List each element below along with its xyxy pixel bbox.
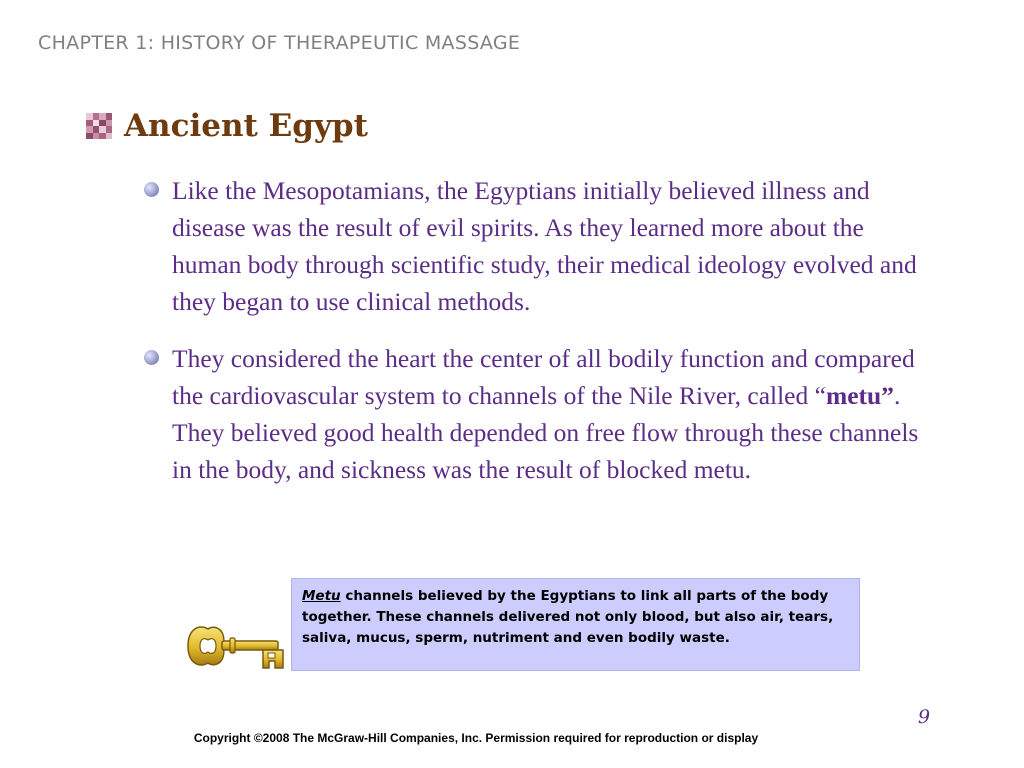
slide-heading: Ancient Egypt xyxy=(124,108,368,144)
bullet-text: Like the Mesopotamians, the Egyptians initially believed illness and disease was the result of evil spirits. As they learned more about the human body through scientific study, their medical ideology evolved and they began to use clinical methods. xyxy=(172,176,917,316)
bullet-term: metu” xyxy=(825,381,894,410)
note-box xyxy=(291,578,860,671)
bullet-item xyxy=(144,340,934,488)
bullet-text xyxy=(172,340,922,488)
bullet-text-after: . They believed good health depended on free flow through these channels in the body, and sickness was the result of blocked metu. xyxy=(172,381,919,484)
checker-square-icon xyxy=(86,113,112,139)
page-number: 9 xyxy=(918,706,931,728)
heading-row xyxy=(86,108,368,144)
bullet-item xyxy=(144,172,934,320)
bullet-dot-icon xyxy=(144,350,159,365)
bullet-text-before: They considered the heart the center of all bodily function and compared the cardiovascular system to channels of the Nile River, called “ xyxy=(172,344,915,410)
note-text: channels believed by the Egyptians to link all parts of the body together. These channels delivered not only blood, but also air, tears, saliva, mucus, sperm, nutriment and even bodily waste. xyxy=(302,588,834,646)
note-term: Metu xyxy=(302,588,341,604)
chapter-title: CHAPTER 1: HISTORY OF THERAPEUTIC MASSAGE xyxy=(38,32,521,54)
copyright-notice: Copyright ©2008 The McGraw-Hill Companies, Inc. Permission required for reproduction or display xyxy=(193,731,759,745)
bullet-dot-icon xyxy=(144,182,159,197)
key-icon xyxy=(185,620,295,672)
bullet-list xyxy=(144,172,934,508)
